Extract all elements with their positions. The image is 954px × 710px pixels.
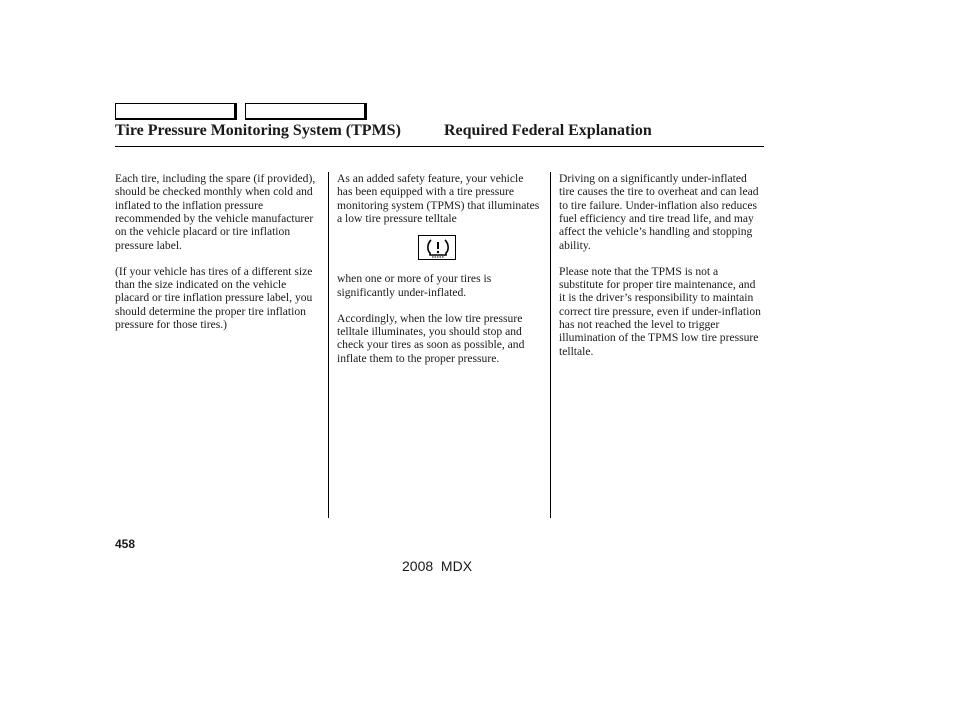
text-column-3 (559, 172, 763, 370)
paragraph: As an added safety feature, your vehicle has been equipped with a tire pressure monitoring system (TPMS) that illuminates a low tire pressure telltale (337, 172, 540, 226)
tpms-warning-icon (426, 238, 450, 258)
header-divider (115, 146, 764, 147)
section-title: Tire Pressure Monitoring System (TPMS) (115, 122, 401, 139)
footer-model-label: 2008 MDX (402, 558, 473, 574)
section-tab-box-2 (245, 103, 367, 120)
paragraph: when one or more of your tires is significantly under-inflated. (337, 272, 492, 299)
paragraph: (If your vehicle has tires of a different size than the size indicated on the vehicle placard or tire inflation pressure label, you should determine the proper tire inflation pressure for those tires.) (115, 264, 313, 331)
paragraph: Each tire, including the spare (if provided), should be checked monthly when cold and inflated to the inflation pressure recommended by the vehicle manufacturer on the vehicle placard or tire inflation pressure label. (115, 172, 316, 252)
text-column-2 (337, 172, 541, 377)
page-number: 458 (115, 537, 136, 551)
section-tab-box-1 (115, 103, 237, 120)
paragraph: Accordingly, when the low tire pressure telltale illuminates, you should stop and check your tires as soon as possible, and inflate them to the proper pressure. (337, 311, 525, 365)
section-subtitle: Required Federal Explanation (444, 122, 652, 139)
low-tire-pressure-telltale-icon (418, 235, 456, 260)
text-column-1 (115, 172, 319, 344)
paragraph: Driving on a significantly under-inflated tire causes the tire to overheat and can lead to tire failure. Under-inflation also reduces fuel efficiency and tire tread life, and may affect the vehicle’s handling and stopping ability. (559, 172, 759, 252)
paragraph: Please note that the TPMS is not a substitute for proper tire maintenance, and it is the driver’s responsibility to maintain correct tire pressure, even if under-inflation has not reached the level to trigger illumination of the TPMS low tire pressure telltale. (559, 264, 761, 358)
column-divider-2 (550, 172, 551, 518)
column-divider-1 (328, 172, 329, 518)
